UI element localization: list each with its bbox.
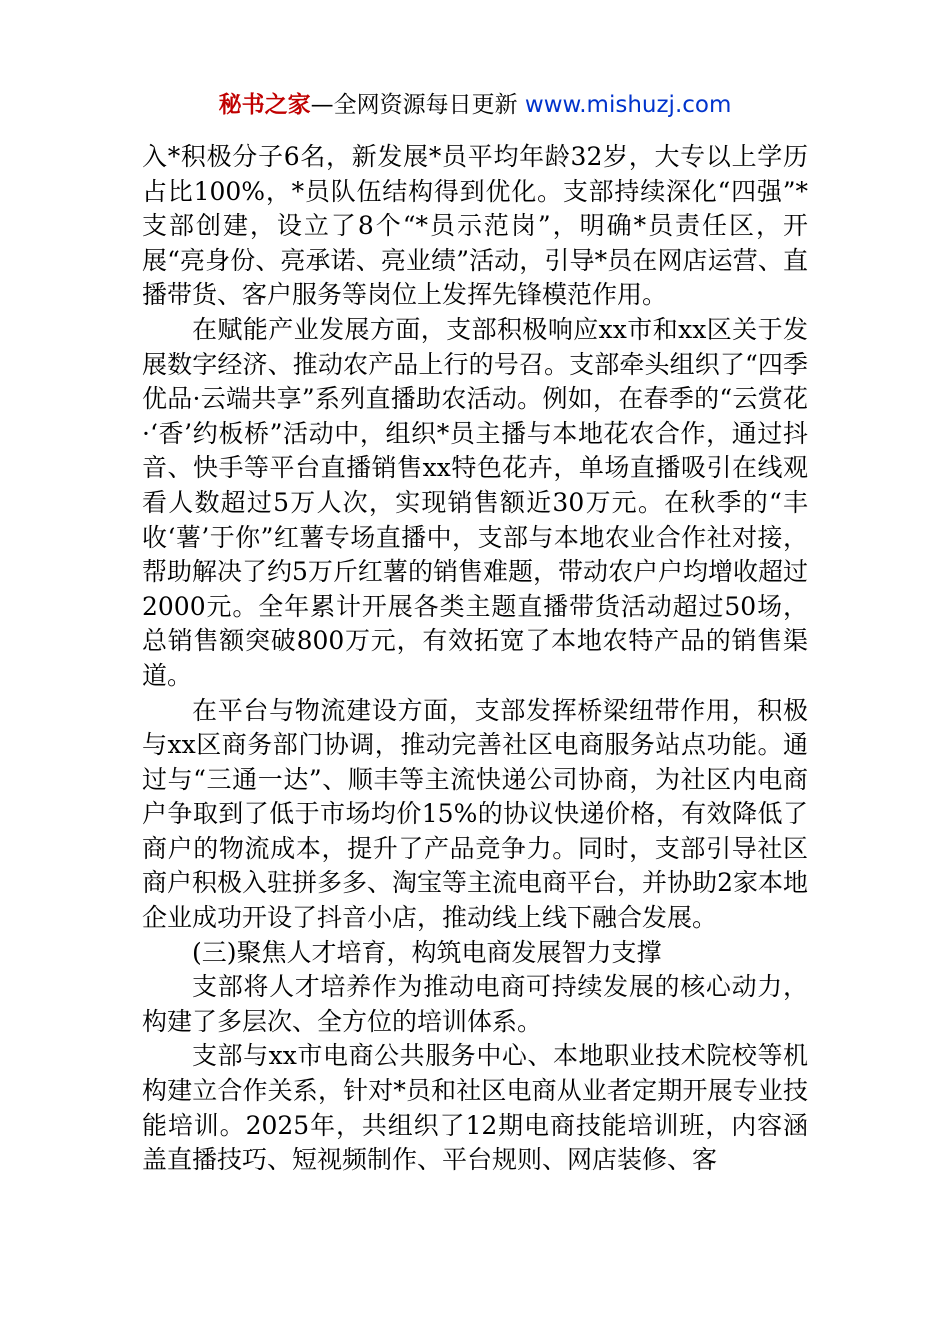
paragraph-continuation: 入*积极分子6名，新发展*员平均年龄32岁，大专以上学历占比100%，*员队伍结构得到优化。支部持续深化“四强”*支部创建，设立了8个“*员示范岗”，明确*员责任区，开展“亮身份、亮承诺、亮业绩”活动，引导*员在网店运营、直播带货、客户服务等岗位上发挥先锋模范作用。 [142,142,808,310]
document-body [142,140,808,1178]
brand-name: 秘书之家 [218,92,311,118]
paragraph-training: 支部与xx市电商公共服务中心、本地职业技术院校等机构建立合作关系，针对*员和社区电商从业者定期开展专业技能培训。2025年，共组织了12期电商技能培训班，内容涵盖直播技巧、短视频制作、平台规则、网店装修、客 [142,1041,808,1175]
site-link[interactable]: www.mishuzj.com [524,92,732,118]
section-heading: (三)聚焦人才培育，构筑电商发展智力支撑 [192,937,662,967]
paragraph-industry: 在赋能产业发展方面，支部积极响应xx市和xx区关于发展数字经济、推动农产品上行的号召。支部牵头组织了“四季优品·云端共享”系列直播助农活动。例如，在春季的“云赏花·‘香’约板桥”活动中，组织*员主播与本地花农合作，通过抖音、快手等平台直播销售xx特色花卉，单场直播吸引在线观看人数超过5万人次，实现销售额近30万元。在秋季的“丰收‘薯’于你”红薯专场直播中，支部与本地农业合作社对接，帮助解决了约5万斤红薯的销售难题，带动农户户均增收超过2000元。全年累计开展各类主题直播带货活动超过50场，总销售额突破800万元，有效拓宽了本地农特产品的销售渠道。 [142,314,808,690]
page-header [0,88,950,122]
paragraph-talent: 支部将人才培养作为推动电商可持续发展的核心动力，构建了多层次、全方位的培训体系。 [142,972,808,1036]
paragraph-logistics: 在平台与物流建设方面，支部发挥桥梁纽带作用，积极与xx区商务部门协调，推动完善社区电商服务站点功能。通过与“三通一达”、顺丰等主流快递公司协商，为社区内电商户争取到了低于市场均价15%的协议快递价格，有效降低了商户的物流成本，提升了产品竞争力。同时，支部引导社区商户积极入驻拼多多、淘宝等主流电商平台，并协助2家本地企业成功开设了抖音小店，推动线上线下融合发展。 [142,695,808,933]
header-tagline: —全网资源每日更新 [310,92,525,118]
